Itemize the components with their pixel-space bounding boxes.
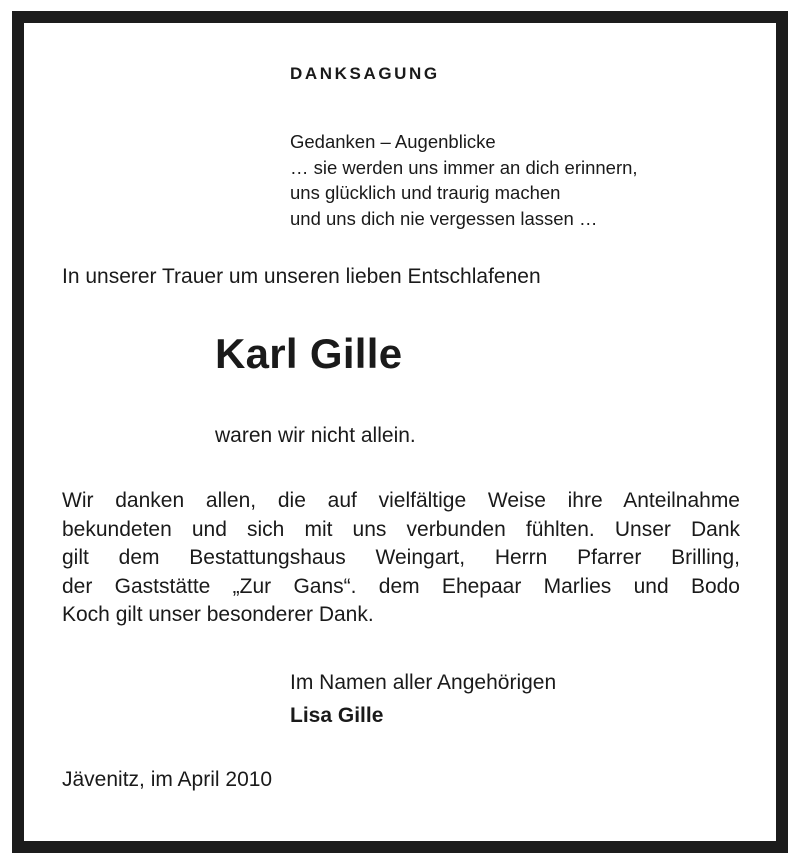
- deceased-name: Karl Gille: [215, 330, 403, 377]
- not-alone-text: waren wir nicht allein.: [215, 424, 416, 447]
- place-date: Jävenitz, im April 2010: [62, 768, 273, 791]
- thanks-line: gilt dem Bestattungshaus Weingart, Herrn Pfarrer Brilling,: [62, 546, 740, 569]
- notice-heading: DANKSAGUNG: [290, 64, 440, 83]
- poem-line: Gedanken – Augenblicke: [290, 131, 496, 152]
- thanks-line: der Gaststätte „Zur Gans“. dem Ehepaar Marlies und Bodo: [62, 574, 740, 598]
- poem-line: und uns dich nie vergessen lassen …: [290, 207, 598, 229]
- poem-verse: [290, 129, 638, 231]
- thanks-paragraph: [62, 487, 740, 630]
- poem-line: … sie werden uns immer an dich erinnern,: [290, 156, 638, 178]
- poem-line: uns glücklich und traurig machen: [290, 182, 561, 203]
- on-behalf-text: Im Namen aller Angehörigen: [290, 671, 557, 694]
- thanks-line: bekundeten und sich mit uns verbunden fühlten. Unser Dank: [62, 517, 740, 541]
- thanks-line: Koch gilt unser besonderer Dank.: [62, 603, 374, 626]
- thanks-line: Wir danken allen, die auf vielfältige Weise ihre Anteilnahme: [62, 489, 740, 512]
- signer-name: Lisa Gille: [290, 704, 384, 727]
- intro-text: In unserer Trauer um unseren lieben Entschlafenen: [62, 265, 541, 288]
